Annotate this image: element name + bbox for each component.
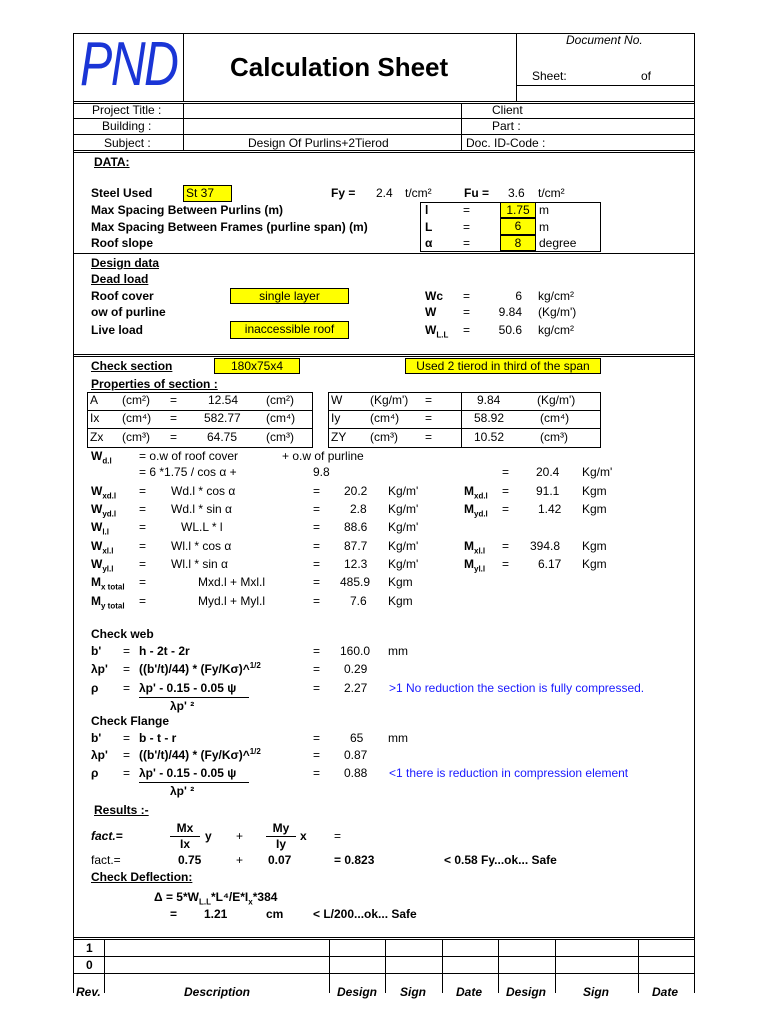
wdl-calc2: 9.8 (313, 465, 330, 479)
flange-lp-symbol: λp' (91, 748, 108, 762)
load-expr: Wd.l * cos α (171, 484, 236, 498)
load-symbol (91, 539, 114, 556)
web-rho-eq2: = (313, 681, 321, 695)
moment-val: 394.8 (530, 539, 561, 553)
roof-slope-label: Roof slope (91, 236, 153, 250)
wll-letter: W (425, 323, 437, 337)
wc-unit: kg/cm² (538, 289, 574, 303)
flange-lp-expr (139, 748, 261, 762)
web-lp-symbol: λp' (91, 662, 108, 676)
wll-subscript: L.L (436, 330, 449, 340)
load-eq2: = (313, 520, 321, 534)
load-symbol (91, 520, 109, 537)
fy-label: Fy = (331, 186, 356, 200)
prop-cell: = (425, 430, 433, 444)
L-value: 6 (500, 218, 536, 235)
prop-cell: = (170, 430, 178, 444)
ow-purline-label: ow of purline (91, 305, 166, 319)
load-val: 7.6 (350, 594, 367, 608)
rev-header-cell: Date (652, 985, 679, 999)
delta-eq: = (170, 907, 178, 921)
delta-end: *384 (252, 890, 278, 904)
load-sub: x total (101, 582, 125, 592)
m-sub: yl.l (474, 564, 486, 574)
load-eq2: = (313, 539, 321, 553)
revision-row: 0 (86, 958, 93, 972)
part-label: Part : (492, 119, 521, 133)
properties-heading: Properties of section : (91, 377, 218, 391)
web-lp-expr (139, 662, 261, 676)
load-expr: WL.L * l (181, 520, 223, 534)
load-expr: Wl.l * sin α (171, 557, 228, 571)
load-sym: W (91, 539, 103, 553)
flange-lp-expr-text: ((b'/t)/44) * (Fy/Kσ)^ (139, 748, 250, 762)
steel-value: St 37 (183, 185, 232, 202)
moment-symbol (464, 502, 488, 519)
delta-sub: L.L (198, 897, 211, 907)
load-val: 12.3 (344, 557, 368, 571)
load-symbol (91, 484, 117, 501)
prop-cell: 64.75 (207, 430, 238, 444)
moment-eq: = (502, 557, 510, 571)
prop-cell: (cm³) (266, 430, 294, 444)
prop-cell: (cm³) (370, 430, 398, 444)
w-unit: (Kg/m') (538, 305, 577, 319)
prop-cell: (cm⁴) (266, 411, 296, 425)
of-label: of (641, 69, 652, 83)
L-unit: m (539, 220, 549, 234)
data-heading: DATA: (94, 155, 130, 169)
flange-b-expr: b - t - r (139, 731, 177, 745)
eq: = (463, 289, 471, 303)
web-rho-eq: = (123, 681, 131, 695)
prop-cell: Ix (90, 411, 100, 425)
mx-num: Mx (176, 821, 194, 835)
flange-rho-eq2: = (313, 766, 321, 780)
flange-lp-exp: 1/2 (249, 747, 261, 756)
load-eq: = (139, 575, 147, 589)
prop-cell: 9.84 (477, 393, 501, 407)
load-sym: W (91, 557, 103, 571)
load-symbol (91, 502, 117, 519)
m-sym: M (464, 557, 474, 571)
fu-label: Fu = (464, 186, 490, 200)
web-rho-num: λp' - 0.15 - 0.05 ψ (139, 681, 237, 695)
revision-row: 1 (86, 941, 93, 955)
flange-lp-val: 0.87 (344, 748, 368, 762)
m-sym: M (464, 502, 474, 516)
ix-den: Ix (179, 837, 190, 851)
load-unit: Kg/m' (388, 557, 419, 571)
m-sub: xd.l (474, 491, 488, 501)
load-eq2: = (313, 502, 321, 516)
wc-symbol: Wc (425, 289, 443, 303)
load-sym: W (91, 484, 103, 498)
section-value: 180x75x4 (214, 358, 300, 374)
wdl-unit: Kg/m' (582, 465, 613, 479)
load-unit: Kg/m' (388, 484, 419, 498)
eq: = (463, 203, 471, 217)
load-sub: xl.l (102, 546, 114, 556)
fact-result: = 0.823 (334, 853, 375, 867)
load-unit: Kgm (388, 594, 413, 608)
x-factor: x (300, 829, 307, 843)
prop-cell: (Kg/m') (370, 393, 409, 407)
web-lp-eq: = (123, 662, 131, 676)
live-load-label: Live load (91, 323, 144, 337)
delta-val: 1.21 (204, 907, 228, 921)
fy-unit: t/cm² (405, 186, 432, 200)
load-sym: M (91, 575, 101, 589)
prop-cell: A (90, 393, 99, 407)
load-expr: Wl.l * cos α (171, 539, 232, 553)
load-expr: Myd.l + Myl.l (198, 594, 266, 608)
alpha-value: 8 (500, 235, 536, 251)
wdl-eq: = o.w of roof cover (139, 449, 239, 463)
w-symbol: W (425, 305, 437, 319)
wdl-result: 20.4 (536, 465, 560, 479)
load-eq2: = (313, 575, 321, 589)
load-eq2: = (313, 594, 321, 608)
load-sub: yd.l (102, 509, 117, 519)
web-rho-symbol: ρ (91, 681, 99, 695)
rev-header-cell: Description (184, 985, 251, 999)
flange-rho-symbol: ρ (91, 766, 99, 780)
flange-b-val: 65 (350, 731, 364, 745)
prop-cell: (Kg/m') (537, 393, 576, 407)
wc-value: 6 (515, 289, 522, 303)
fact-v1: 0.75 (178, 853, 202, 867)
spacing-frames-label: Max Spacing Between Frames (purline span) (m) (91, 220, 368, 234)
prop-cell: (cm³) (122, 430, 150, 444)
subject-value: Design Of Purlins+2Tierod (248, 136, 389, 150)
l-unit: m (539, 203, 549, 217)
prop-cell: 582.77 (204, 411, 241, 425)
web-b-expr: h - 2t - 2r (139, 644, 190, 658)
flange-lp-eq2: = (313, 748, 321, 762)
load-sub: xd.l (102, 491, 117, 501)
l-symbol: l (425, 203, 429, 217)
prop-cell: (cm²) (122, 393, 150, 407)
prop-cell: = (170, 411, 178, 425)
load-val: 2.8 (350, 502, 367, 516)
web-rho-val: 2.27 (344, 681, 368, 695)
rev-header-cell: Sign (400, 985, 426, 999)
alpha-symbol: α (425, 236, 433, 250)
flange-rho-val: 0.88 (344, 766, 368, 780)
wll-symbol (425, 323, 449, 340)
load-eq: = (139, 520, 147, 534)
load-unit: Kg/m' (388, 539, 419, 553)
L-symbol: L (425, 220, 433, 234)
load-sym: W (91, 502, 103, 516)
roof-cover-value: single layer (230, 288, 349, 304)
m-sym: M (464, 539, 474, 553)
web-lp-eq2: = (313, 662, 321, 676)
rev-header-cell: Sign (583, 985, 609, 999)
delta-formula (154, 890, 278, 907)
design-data-heading: Design data (91, 256, 160, 270)
load-val: 485.9 (340, 575, 371, 589)
building-label: Building : (102, 119, 152, 133)
l-value: 1.75 (500, 202, 536, 218)
moment-eq: = (502, 539, 510, 553)
web-b-eq: = (123, 644, 131, 658)
results-eq: = (334, 829, 342, 843)
load-eq: = (139, 557, 147, 571)
moment-unit: Kgm (582, 539, 607, 553)
flange-rho-num: λp' - 0.15 - 0.05 ψ (139, 766, 237, 780)
wdl-eq2: = (502, 465, 510, 479)
delta-sub2: x (248, 897, 253, 907)
load-symbol (91, 575, 125, 592)
load-val: 87.7 (344, 539, 368, 553)
subject-label: Subject : (104, 136, 151, 150)
fact-v2: 0.07 (268, 853, 292, 867)
m-sym: M (464, 484, 474, 498)
eq: = (463, 305, 471, 319)
load-unit: Kg/m' (388, 502, 419, 516)
logo: PND (80, 30, 178, 99)
delta-formula-text: Δ = 5*W (154, 890, 199, 904)
wll-value: 50.6 (498, 323, 522, 337)
load-sub: l.l (102, 527, 109, 537)
moment-val: 6.17 (538, 557, 562, 571)
document-no-label: Document No. (566, 33, 643, 47)
load-sym: W (91, 520, 103, 534)
web-b-eq2: = (313, 644, 321, 658)
results-heading: Results :- (94, 803, 149, 817)
prop-cell: 10.52 (474, 430, 505, 444)
load-sym: M (91, 594, 101, 608)
web-lp-expr-text: ((b'/t)/44) * (Fy/Kσ)^ (139, 662, 250, 676)
check-section-label: Check section (91, 359, 173, 373)
moment-unit: Kgm (582, 557, 607, 571)
web-rho-den: λp' ² (170, 699, 195, 713)
flange-b-unit: mm (388, 731, 408, 745)
fu-value: 3.6 (508, 186, 525, 200)
w-value: 9.84 (498, 305, 522, 319)
fact2-label: fact.= (91, 853, 121, 867)
plus-sign: + (236, 829, 244, 843)
delta-verdict: < L/200...ok... Safe (313, 907, 417, 921)
moment-val: 1.42 (538, 502, 562, 516)
flange-rho-eq: = (123, 766, 131, 780)
moment-unit: Kgm (582, 484, 607, 498)
web-lp-exp: 1/2 (249, 661, 261, 670)
flange-b-eq2: = (313, 731, 321, 745)
prop-cell: (cm²) (266, 393, 294, 407)
prop-cell: (cm³) (540, 430, 568, 444)
moment-symbol (464, 539, 486, 556)
moment-eq: = (502, 484, 510, 498)
moment-eq: = (502, 502, 510, 516)
prop-cell: ZY (331, 430, 347, 444)
delta-unit: cm (266, 907, 284, 921)
load-val: 20.2 (344, 484, 368, 498)
eq: = (463, 236, 471, 250)
sheet-label: Sheet: (532, 69, 567, 83)
fu-unit: t/cm² (538, 186, 565, 200)
load-eq: = (139, 594, 147, 608)
load-eq: = (139, 484, 147, 498)
load-unit: Kg/m' (388, 520, 419, 534)
moment-symbol (464, 557, 486, 574)
spacing-purlins-label: Max Spacing Between Purlins (m) (91, 203, 284, 217)
prop-cell: (cm⁴) (122, 411, 152, 425)
m-sub: yd.l (474, 509, 488, 519)
load-symbol (91, 557, 114, 574)
load-eq: = (139, 502, 147, 516)
wdl-plus: + o.w of purline (282, 449, 364, 463)
flange-lp-eq: = (123, 748, 131, 762)
load-eq: = (139, 539, 147, 553)
project-title-label: Project Title : (92, 103, 162, 117)
moment-symbol (464, 484, 488, 501)
doc-id-label: Doc. ID-Code : (466, 136, 546, 150)
moment-val: 91.1 (536, 484, 560, 498)
load-expr: Wd.l * sin α (171, 502, 232, 516)
my-num: My (272, 821, 290, 835)
web-lp-val: 0.29 (344, 662, 368, 676)
flange-b-symbol: b' (91, 731, 102, 745)
alpha-unit: degree (539, 236, 577, 250)
load-eq2: = (313, 484, 321, 498)
steel-used-label: Steel Used (91, 186, 153, 200)
tierod-note: Used 2 tierod in third of the span (405, 358, 601, 374)
roof-cover-label: Roof cover (91, 289, 154, 303)
m-sub: xl.l (474, 546, 486, 556)
flange-note: <1 there is reduction in compression element (389, 766, 629, 780)
iy-den: Iy (275, 837, 286, 851)
prop-cell: 58.92 (474, 411, 505, 425)
load-unit: Kgm (388, 575, 413, 589)
wll-unit: kg/cm² (538, 323, 574, 337)
y-factor: y (205, 829, 212, 843)
load-symbol (91, 594, 125, 611)
eq: = (463, 220, 471, 234)
prop-cell: = (425, 393, 433, 407)
eq: = (463, 323, 471, 337)
prop-cell: (cm⁴) (370, 411, 400, 425)
page-title: Calculation Sheet (230, 52, 449, 82)
rev-header-cell: Design (506, 985, 547, 999)
fact-verdict: < 0.58 Fy...ok... Safe (444, 853, 557, 867)
prop-cell: W (331, 393, 343, 407)
web-b-val: 160.0 (340, 644, 371, 658)
web-b-symbol: b' (91, 644, 102, 658)
load-sub: yl.l (102, 564, 114, 574)
prop-cell: Zx (90, 430, 104, 444)
fy-value: 2.4 (376, 186, 393, 200)
prop-cell: (cm⁴) (540, 411, 570, 425)
wdl-calc: = 6 *1.75 / cos α + (139, 465, 237, 479)
load-sub: y total (101, 601, 125, 611)
wdl-symbol: $W_{d.l}$ (91, 449, 112, 466)
flange-b-eq: = (123, 731, 131, 745)
rev-header-cell: Rev. (76, 985, 101, 999)
rev-header-cell: Design (337, 985, 378, 999)
prop-cell: Iy (331, 411, 341, 425)
fact-plus: + (236, 853, 244, 867)
dead-load-heading: Dead load (91, 272, 149, 286)
flange-rho-den: λp' ² (170, 784, 195, 798)
delta-rest: *L⁴/E*I (210, 890, 249, 904)
live-load-value: inaccessible roof (230, 321, 349, 339)
deflection-heading: Check Deflection: (91, 870, 193, 884)
fact-label: fact.= (91, 829, 123, 843)
prop-cell: = (425, 411, 433, 425)
load-eq2: = (313, 557, 321, 571)
moment-unit: Kgm (582, 502, 607, 516)
web-b-unit: mm (388, 644, 408, 658)
check-web-heading: Check web (91, 627, 154, 641)
load-expr: Mxd.l + Mxl.l (198, 575, 266, 589)
load-val: 88.6 (344, 520, 368, 534)
client-label: Client (492, 103, 523, 117)
check-flange-heading: Check Flange (91, 714, 170, 728)
rev-header-cell: Date (456, 985, 483, 999)
prop-cell: = (170, 393, 178, 407)
prop-cell: 12.54 (208, 393, 239, 407)
web-note: >1 No reduction the section is fully compressed. (389, 681, 645, 695)
